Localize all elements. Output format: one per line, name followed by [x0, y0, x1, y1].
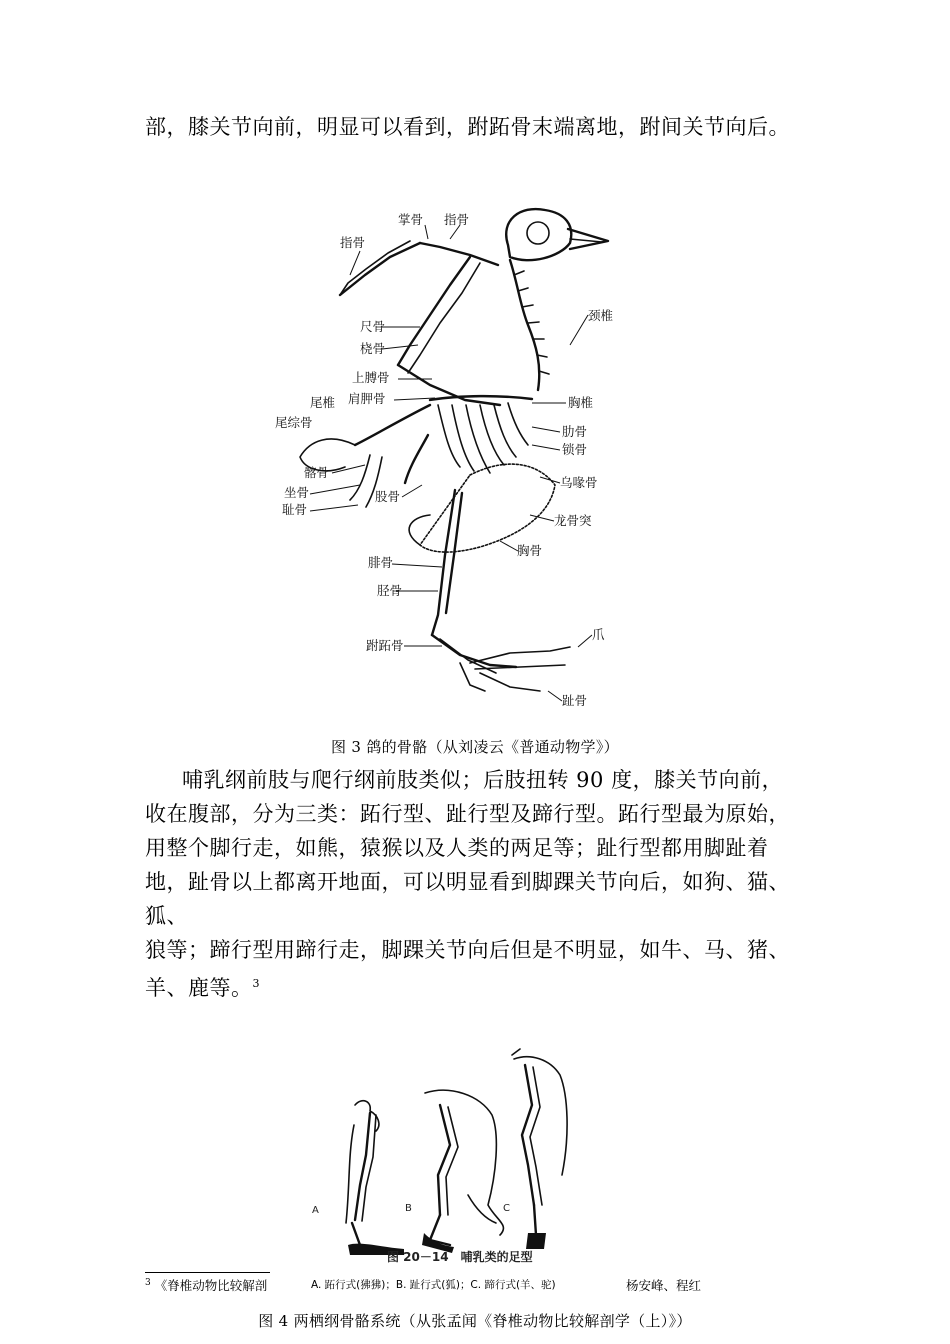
paragraph-line-5: 狐、: [145, 904, 188, 928]
mammal-foot-figure: [300, 1045, 590, 1285]
cervical-vertebrae: [510, 260, 549, 390]
label-qiagu: 髂骨: [304, 465, 330, 480]
label-jinggu: 胫骨: [377, 583, 403, 598]
paragraph-line-7-text: 羊、鹿等。: [145, 976, 253, 1000]
label-wuhuigu: 乌喙骨: [560, 475, 598, 490]
footnote-authors: 杨安峰、程红: [626, 1278, 702, 1293]
figure4-inner-title: 图 20－14 哺乳类的足型: [387, 1250, 533, 1264]
label-suogu: 锁骨: [562, 442, 588, 457]
pigeon-skeleton-figure: [270, 195, 650, 720]
label-xiongzhui: 胸椎: [568, 395, 594, 410]
foot-type-a: [346, 1101, 404, 1255]
label-leigu: 肋骨: [562, 424, 588, 439]
panel-label-b: B: [405, 1203, 412, 1214]
footnote-separator: [145, 1272, 270, 1273]
panel-label-a: A: [312, 1205, 319, 1216]
label-zhanggu: 掌骨: [398, 212, 424, 227]
label-chigu: 尺骨: [360, 319, 386, 334]
footnote: [145, 1276, 267, 1294]
sternum-keel: [409, 464, 555, 552]
label-weizonggu: 尾综骨: [275, 415, 313, 430]
label-longgutu: 龙骨突: [554, 513, 592, 528]
pigeon-skull: [506, 209, 608, 260]
paragraph-line-4: 地，趾骨以上都离开地面，可以明显看到脚踝关节向后，如狗、猫、: [145, 870, 790, 894]
pigeon-leg: [405, 435, 570, 691]
label-zhigu-left: 指骨: [340, 235, 366, 250]
footnote-text: 《脊椎动物比较解剖: [154, 1278, 268, 1293]
label-jingzhui: 颈椎: [588, 308, 614, 323]
paragraph-line-7: [145, 967, 260, 1005]
foot-type-c: [512, 1049, 567, 1249]
label-zhigu-toe: 趾骨: [562, 693, 588, 708]
figure3-caption: 图 3 鸽的骨骼（从刘凌云《普通动物学》）: [331, 738, 619, 756]
label-xionggu: 胸骨: [517, 543, 543, 558]
foot-type-b: [422, 1090, 503, 1253]
label-raogu: 桡骨: [360, 341, 386, 356]
paragraph-line-6: 狼等；蹄行型用蹄行走，脚踝关节向后但是不明显，如牛、马、猪、: [145, 938, 790, 962]
paragraph-line-1: 哺乳纲前肢与爬行纲前肢类似；后肢扭转 90 度，膝关节向前，: [182, 768, 784, 792]
footnote-marker: 3: [145, 1277, 151, 1288]
rib-cage: [430, 396, 532, 473]
figure4-inner-subtitle: A. 跖行式(狒狒)；B. 趾行式(狐)；C. 蹄行式(羊、驼): [311, 1279, 556, 1291]
paragraph-line-2: 收在腹部，分为三类：跖行型、趾行型及蹄行型。跖行型最为原始，: [145, 802, 790, 826]
label-zuogu: 坐骨: [284, 485, 310, 500]
paragraph-top: 部，膝关节向前，明显可以看到，跗跖骨末端离地，跗间关节向后。: [145, 115, 790, 139]
paragraph-line-3: 用整个脚行走，如熊，猿猴以及人类的两足等；趾行型都用脚趾着: [145, 836, 769, 860]
label-fuzhigu: 跗跖骨: [366, 638, 404, 653]
footnote-ref[interactable]: 3: [252, 977, 260, 990]
label-weizhui: 尾椎: [310, 395, 336, 410]
label-feigu: 腓骨: [368, 555, 394, 570]
label-gugu: 股骨: [375, 489, 401, 504]
label-jianjiagu: 肩胛骨: [348, 391, 386, 406]
figure4-caption: 图 4 两栖纲骨骼系统（从张孟闻《脊椎动物比较解剖学（上）》）: [258, 1312, 692, 1330]
label-zhigu-top: 指骨: [444, 212, 470, 227]
label-chigu2: 耻骨: [282, 502, 308, 517]
label-shanggong: 上膊骨: [352, 370, 390, 385]
panel-label-c: C: [503, 1203, 510, 1214]
label-zhua: 爪: [592, 627, 605, 642]
